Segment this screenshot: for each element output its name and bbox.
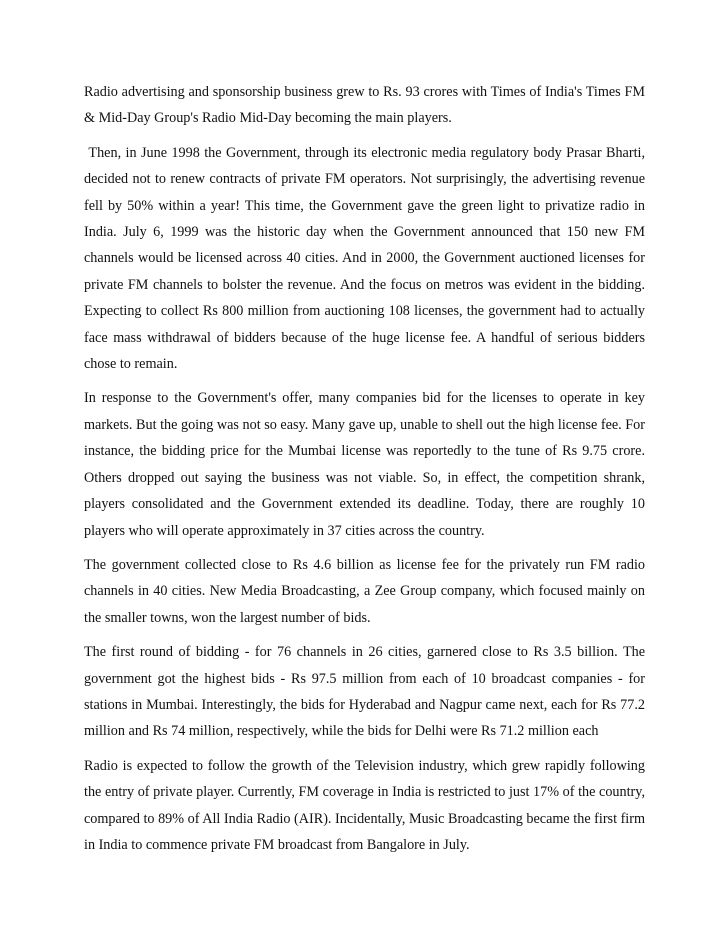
paragraph-radio-growth: Radio is expected to follow the growth of the Television industry, which grew rapidly following the entry of private player. Currently, FM coverage in India is restricted to just 17% of the country, compared to 89% of All India Radio (AIR). Incidentally, Music Broadcasting became the first firm in India to commence private FM broadcast from Bangalore in July. — [84, 757, 645, 853]
document-page — [84, 79, 649, 866]
paragraph-license-fee-collected: The government collected close to Rs 4.6 billion as license fee for the privately run FM radio channels in 40 cities. New Media Broadcasting, a Zee Group company, which focused mainly on the smaller towns, won the largest number of bids. — [84, 556, 645, 626]
paragraph-radio-advertising: Radio advertising and sponsorship business grew to Rs. 93 crores with Times of India's Times FM & Mid-Day Group's Radio Mid-Day becoming the main players. — [84, 84, 645, 127]
paragraph-first-round-bidding: The first round of bidding - for 76 channels in 26 cities, garnered close to Rs 3.5 billion. The government got the highest bids - Rs 97.5 million from each of 10 broadcast companies - for stations in Mumbai. Interestingly, the bids for Hyderabad and Nagpur came next, each for Rs 77.2 million and Rs 74 million, respectively, while the bids for Delhi were Rs 71.2 million each — [84, 644, 645, 740]
paragraph-response-to-offer: In response to the Government's offer, many companies bid for the licenses to operate in key markets. But the going was not so easy. Many gave up, unable to shell out the high license fee. For instance, the bidding price for the Mumbai license was reportedly to the tune of Rs 9.75 crore. Others dropped out saying the business was not viable. So, in effect, the competition shrank, players consolidated and the Government extended its deadline. Today, there are roughly 10 players who will operate approximately in 37 cities across the country. — [84, 390, 645, 539]
paragraph-government-1998: Then, in June 1998 the Government, through its electronic media regulatory body Prasar Bharti, decided not to renew contracts of private FM operators. Not surprisingly, the advertising revenue fell by 50% within a year! This time, the Government gave the green light to privatize radio in India. July 6, 1999 was the historic day when the Government announced that 150 new FM channels would be licensed across 40 cities. And in 2000, the Government auctioned licenses for private FM channels to bolster the revenue. And the focus on metros was evident in the bidding. Expecting to collect Rs 800 million from auctioning 108 licenses, the government had to actually face mass withdrawal of bidders because of the huge license fee. A handful of serious bidders chose to remain. — [84, 144, 649, 373]
